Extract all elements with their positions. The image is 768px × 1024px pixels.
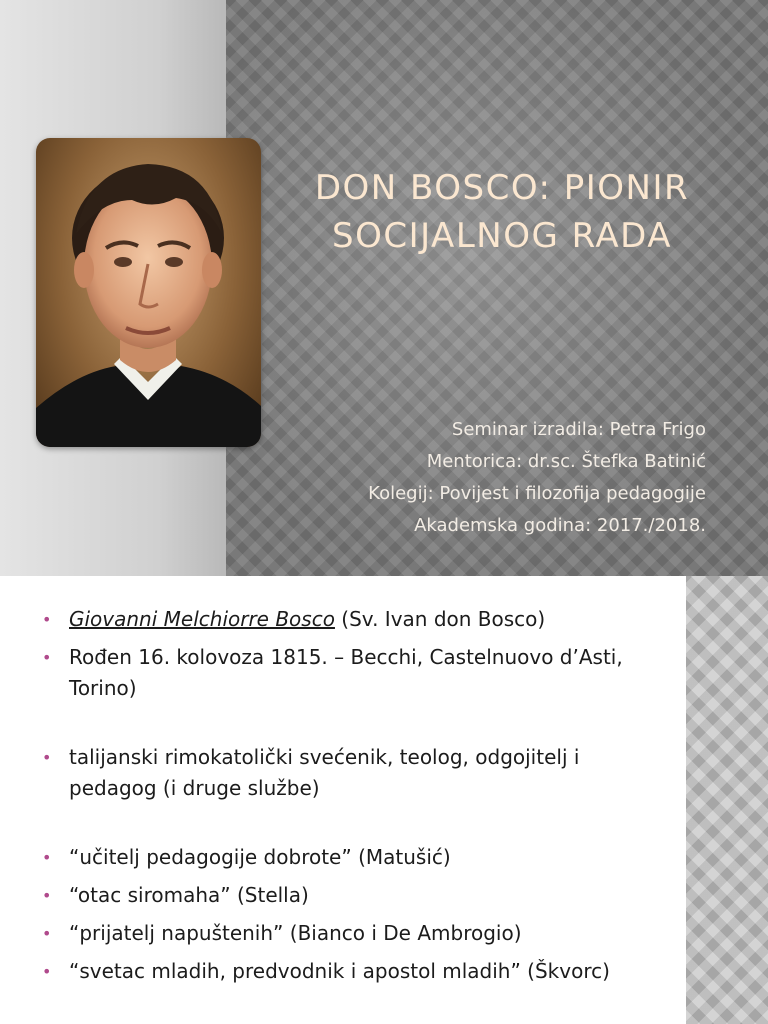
title-line-1: DON BOSCO: PIONIR xyxy=(314,168,690,208)
bullet-item xyxy=(42,956,672,987)
bullet-text: “učitelj pedagogije dobrote” (Matušić) xyxy=(69,845,451,869)
seminar-mentor: Mentorica: dr.sc. Štefka Batinić xyxy=(426,451,706,472)
bullet-text: Rođen 16. kolovoza 1815. – Becchi, Castelnuovo d’Asti, Torino) xyxy=(69,645,623,700)
bullet-list xyxy=(42,604,672,994)
bullet-item xyxy=(42,642,672,704)
decorative-strip xyxy=(686,576,768,1024)
portrait-image xyxy=(36,138,261,447)
bullet-item xyxy=(42,842,672,873)
bullet-text: “prijatelj napuštenih” (Bianco i De Ambrogio) xyxy=(69,921,522,945)
bullet-text: talijanski rimokatolički svećenik, teolog, odgojitelj i pedagog (i druge službe) xyxy=(69,745,580,800)
seminar-info xyxy=(368,414,706,542)
seminar-author: Seminar izradila: Petra Frigo xyxy=(451,419,706,440)
presentation-title xyxy=(262,164,742,260)
bullet-text: “otac siromaha” (Stella) xyxy=(69,883,309,907)
full-name: Giovanni Melchiorre Bosco xyxy=(69,607,335,631)
seminar-year: Akademska godina: 2017./2018. xyxy=(414,515,706,536)
title-line-2: SOCIJALNOG RADA xyxy=(332,216,672,256)
seminar-course: Kolegij: Povijest i filozofija pedagogije xyxy=(368,483,706,504)
bullet-item xyxy=(42,742,672,804)
bullet-text: “svetac mladih, predvodnik i apostol mladih” (Škvorc) xyxy=(69,959,610,983)
bullet-item xyxy=(42,604,672,635)
bullet-text: (Sv. Ivan don Bosco) xyxy=(334,607,546,631)
portrait-illustration xyxy=(36,138,261,447)
content-slide xyxy=(0,576,768,1024)
bullet-item xyxy=(42,918,672,949)
bullet-item xyxy=(42,880,672,911)
